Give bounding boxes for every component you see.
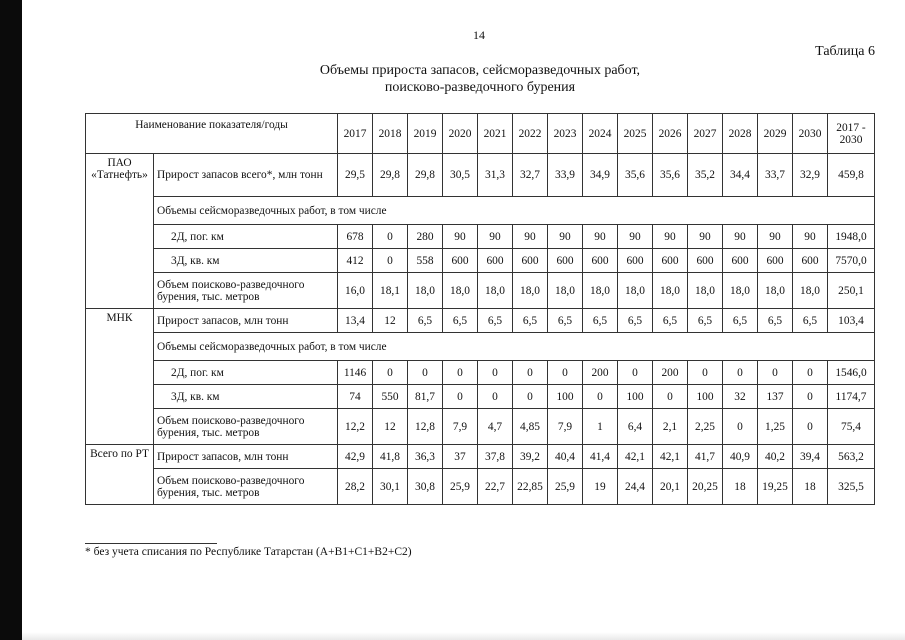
value-cell: 550 bbox=[373, 385, 408, 409]
value-cell: 18,0 bbox=[688, 273, 723, 309]
value-cell: 0 bbox=[373, 249, 408, 273]
value-cell: 600 bbox=[758, 249, 793, 273]
value-cell: 6,5 bbox=[583, 309, 618, 333]
table-row bbox=[86, 361, 875, 385]
year-header: 2020 bbox=[443, 114, 478, 154]
value-cell: 200 bbox=[583, 361, 618, 385]
year-header: 2030 bbox=[793, 114, 828, 154]
value-cell: 18,0 bbox=[793, 273, 828, 309]
value-cell: 1 bbox=[583, 409, 618, 445]
value-cell: 0 bbox=[653, 385, 688, 409]
value-cell: 19,25 bbox=[758, 469, 793, 505]
value-cell: 36,3 bbox=[408, 445, 443, 469]
value-cell: 42,9 bbox=[338, 445, 373, 469]
year-header: 2023 bbox=[548, 114, 583, 154]
title-line-1: Объемы прироста запасов, сейсморазведочных работ, bbox=[319, 63, 641, 78]
value-cell: 6,4 bbox=[618, 409, 653, 445]
value-cell: 12,2 bbox=[338, 409, 373, 445]
value-cell: 22,85 bbox=[513, 469, 548, 505]
value-cell: 42,1 bbox=[618, 445, 653, 469]
table-row bbox=[86, 409, 875, 445]
year-header: 2025 bbox=[618, 114, 653, 154]
value-cell: 40,2 bbox=[758, 445, 793, 469]
value-cell: 37,8 bbox=[478, 445, 513, 469]
value-cell: 30,1 bbox=[373, 469, 408, 505]
total-header: 2017 - 2030 bbox=[828, 114, 875, 154]
year-header: 2019 bbox=[408, 114, 443, 154]
value-cell: 6,5 bbox=[758, 309, 793, 333]
row-label: Объем поисково-разведочного бурения, тыс. метров bbox=[154, 469, 338, 505]
value-cell: 100 bbox=[688, 385, 723, 409]
value-cell: 0 bbox=[373, 361, 408, 385]
total-cell: 459,8 bbox=[828, 154, 875, 197]
value-cell: 0 bbox=[373, 225, 408, 249]
value-cell: 90 bbox=[513, 225, 548, 249]
row-label: Прирост запасов всего*, млн тонн bbox=[154, 154, 338, 197]
page-number: 14 bbox=[473, 28, 485, 42]
value-cell: 30,8 bbox=[408, 469, 443, 505]
value-cell: 600 bbox=[723, 249, 758, 273]
year-header: 2029 bbox=[758, 114, 793, 154]
value-cell: 25,9 bbox=[443, 469, 478, 505]
value-cell: 41,4 bbox=[583, 445, 618, 469]
value-cell: 6,5 bbox=[653, 309, 688, 333]
value-cell: 18,0 bbox=[443, 273, 478, 309]
value-cell: 0 bbox=[793, 409, 828, 445]
row-label: Объем поисково-разведочного бурения, тыс. метров bbox=[154, 273, 338, 309]
value-cell: 0 bbox=[478, 385, 513, 409]
value-cell: 30,5 bbox=[443, 154, 478, 197]
value-cell: 32,9 bbox=[793, 154, 828, 197]
value-cell: 40,4 bbox=[548, 445, 583, 469]
value-cell: 29,8 bbox=[373, 154, 408, 197]
value-cell: 12 bbox=[373, 309, 408, 333]
row-label: 2Д, пог. км bbox=[154, 361, 338, 385]
total-cell: 325,5 bbox=[828, 469, 875, 505]
value-cell: 90 bbox=[793, 225, 828, 249]
value-cell: 6,5 bbox=[513, 309, 548, 333]
table-row bbox=[86, 249, 875, 273]
value-cell: 1146 bbox=[338, 361, 373, 385]
value-cell: 6,5 bbox=[548, 309, 583, 333]
table-label: Таблица 6 bbox=[815, 44, 875, 59]
value-cell: 0 bbox=[793, 361, 828, 385]
value-cell: 600 bbox=[478, 249, 513, 273]
value-cell: 20,1 bbox=[653, 469, 688, 505]
year-header: 2017 bbox=[338, 114, 373, 154]
value-cell: 600 bbox=[548, 249, 583, 273]
value-cell: 34,4 bbox=[723, 154, 758, 197]
value-cell: 558 bbox=[408, 249, 443, 273]
value-cell: 4,7 bbox=[478, 409, 513, 445]
value-cell: 35,6 bbox=[653, 154, 688, 197]
value-cell: 35,2 bbox=[688, 154, 723, 197]
row-label: 2Д, пог. км bbox=[154, 225, 338, 249]
value-cell: 600 bbox=[688, 249, 723, 273]
value-cell: 600 bbox=[653, 249, 688, 273]
value-cell: 19 bbox=[583, 469, 618, 505]
value-cell: 18,0 bbox=[583, 273, 618, 309]
value-cell: 600 bbox=[793, 249, 828, 273]
year-header: 2018 bbox=[373, 114, 408, 154]
value-cell: 0 bbox=[793, 385, 828, 409]
value-cell: 6,5 bbox=[688, 309, 723, 333]
value-cell: 600 bbox=[443, 249, 478, 273]
value-cell: 41,7 bbox=[688, 445, 723, 469]
row-label: Прирост запасов, млн тонн bbox=[154, 309, 338, 333]
entity-cell: МНК bbox=[86, 309, 154, 445]
value-cell: 20,25 bbox=[688, 469, 723, 505]
row-label: Объем поисково-разведочного бурения, тыс. метров bbox=[154, 409, 338, 445]
table-header-row bbox=[86, 114, 875, 154]
year-header: 2022 bbox=[513, 114, 548, 154]
title-line-2: поисково-разведочного бурения bbox=[384, 80, 576, 95]
section-subheading-row bbox=[86, 333, 875, 361]
value-cell: 42,1 bbox=[653, 445, 688, 469]
total-cell: 1546,0 bbox=[828, 361, 875, 385]
table-row bbox=[86, 154, 875, 197]
year-header: 2027 bbox=[688, 114, 723, 154]
value-cell: 2,1 bbox=[653, 409, 688, 445]
total-cell: 1174,7 bbox=[828, 385, 875, 409]
value-cell: 4,85 bbox=[513, 409, 548, 445]
value-cell: 40,9 bbox=[723, 445, 758, 469]
header-label: Наименование показателя/годы bbox=[86, 114, 338, 154]
value-cell: 22,7 bbox=[478, 469, 513, 505]
value-cell: 18,0 bbox=[758, 273, 793, 309]
table-row bbox=[86, 385, 875, 409]
value-cell: 0 bbox=[618, 361, 653, 385]
value-cell: 90 bbox=[618, 225, 653, 249]
value-cell: 0 bbox=[723, 409, 758, 445]
value-cell: 18,0 bbox=[723, 273, 758, 309]
value-cell: 0 bbox=[408, 361, 443, 385]
value-cell: 678 bbox=[338, 225, 373, 249]
value-cell: 0 bbox=[583, 385, 618, 409]
value-cell: 25,9 bbox=[548, 469, 583, 505]
footnote-rule bbox=[85, 543, 217, 544]
value-cell: 0 bbox=[548, 361, 583, 385]
value-cell: 0 bbox=[513, 361, 548, 385]
value-cell: 18,0 bbox=[408, 273, 443, 309]
table-row bbox=[86, 225, 875, 249]
value-cell: 32,7 bbox=[513, 154, 548, 197]
scan-edge bbox=[22, 632, 905, 640]
value-cell: 90 bbox=[443, 225, 478, 249]
value-cell: 6,5 bbox=[478, 309, 513, 333]
value-cell: 39,4 bbox=[793, 445, 828, 469]
value-cell: 0 bbox=[758, 361, 793, 385]
value-cell: 13,4 bbox=[338, 309, 373, 333]
value-cell: 412 bbox=[338, 249, 373, 273]
value-cell: 0 bbox=[443, 361, 478, 385]
value-cell: 90 bbox=[723, 225, 758, 249]
total-cell: 563,2 bbox=[828, 445, 875, 469]
total-cell: 250,1 bbox=[828, 273, 875, 309]
value-cell: 0 bbox=[513, 385, 548, 409]
value-cell: 100 bbox=[548, 385, 583, 409]
value-cell: 16,0 bbox=[338, 273, 373, 309]
value-cell: 28,2 bbox=[338, 469, 373, 505]
value-cell: 7,9 bbox=[548, 409, 583, 445]
value-cell: 18,0 bbox=[653, 273, 688, 309]
value-cell: 35,6 bbox=[618, 154, 653, 197]
row-label: 3Д, кв. км bbox=[154, 249, 338, 273]
value-cell: 0 bbox=[478, 361, 513, 385]
value-cell: 18,0 bbox=[478, 273, 513, 309]
value-cell: 600 bbox=[618, 249, 653, 273]
value-cell: 34,9 bbox=[583, 154, 618, 197]
value-cell: 600 bbox=[513, 249, 548, 273]
value-cell: 12,8 bbox=[408, 409, 443, 445]
value-cell: 18 bbox=[793, 469, 828, 505]
total-cell: 103,4 bbox=[828, 309, 875, 333]
value-cell: 24,4 bbox=[618, 469, 653, 505]
value-cell: 18,0 bbox=[513, 273, 548, 309]
value-cell: 39,2 bbox=[513, 445, 548, 469]
value-cell: 1,25 bbox=[758, 409, 793, 445]
row-label: Объемы сейсморазведочных работ, в том числе bbox=[154, 333, 875, 361]
value-cell: 29,8 bbox=[408, 154, 443, 197]
value-cell: 100 bbox=[618, 385, 653, 409]
section-subheading-row bbox=[86, 197, 875, 225]
total-cell: 1948,0 bbox=[828, 225, 875, 249]
value-cell: 280 bbox=[408, 225, 443, 249]
table-row bbox=[86, 469, 875, 505]
value-cell: 6,5 bbox=[408, 309, 443, 333]
value-cell: 0 bbox=[443, 385, 478, 409]
value-cell: 32 bbox=[723, 385, 758, 409]
row-label: Прирост запасов, млн тонн bbox=[154, 445, 338, 469]
value-cell: 90 bbox=[583, 225, 618, 249]
table-row bbox=[86, 309, 875, 333]
year-header: 2026 bbox=[653, 114, 688, 154]
total-cell: 7570,0 bbox=[828, 249, 875, 273]
value-cell: 18 bbox=[723, 469, 758, 505]
value-cell: 74 bbox=[338, 385, 373, 409]
value-cell: 600 bbox=[583, 249, 618, 273]
value-cell: 6,5 bbox=[618, 309, 653, 333]
value-cell: 81,7 bbox=[408, 385, 443, 409]
value-cell: 6,5 bbox=[443, 309, 478, 333]
table-row bbox=[86, 273, 875, 309]
footnote: * без учета списания по Республике Татарстан (А+В1+С1+В2+С2) bbox=[85, 546, 412, 558]
value-cell: 31,3 bbox=[478, 154, 513, 197]
value-cell: 2,25 bbox=[688, 409, 723, 445]
value-cell: 18,0 bbox=[548, 273, 583, 309]
value-cell: 90 bbox=[688, 225, 723, 249]
total-cell: 75,4 bbox=[828, 409, 875, 445]
value-cell: 6,5 bbox=[793, 309, 828, 333]
value-cell: 37 bbox=[443, 445, 478, 469]
value-cell: 6,5 bbox=[723, 309, 758, 333]
value-cell: 90 bbox=[758, 225, 793, 249]
year-header: 2021 bbox=[478, 114, 513, 154]
row-label: Объемы сейсморазведочных работ, в том числе bbox=[154, 197, 875, 225]
value-cell: 41,8 bbox=[373, 445, 408, 469]
value-cell: 0 bbox=[723, 361, 758, 385]
entity-cell: ПАО «Татнефть» bbox=[86, 154, 154, 309]
value-cell: 200 bbox=[653, 361, 688, 385]
value-cell: 7,9 bbox=[443, 409, 478, 445]
entity-cell: Всего по РТ bbox=[86, 445, 154, 505]
row-label: 3Д, кв. км bbox=[154, 385, 338, 409]
value-cell: 29,5 bbox=[338, 154, 373, 197]
reserves-table bbox=[85, 113, 875, 505]
value-cell: 90 bbox=[548, 225, 583, 249]
value-cell: 33,9 bbox=[548, 154, 583, 197]
value-cell: 0 bbox=[688, 361, 723, 385]
value-cell: 137 bbox=[758, 385, 793, 409]
value-cell: 12 bbox=[373, 409, 408, 445]
document-title bbox=[220, 62, 740, 96]
value-cell: 18,0 bbox=[618, 273, 653, 309]
value-cell: 90 bbox=[478, 225, 513, 249]
value-cell: 90 bbox=[653, 225, 688, 249]
table-row bbox=[86, 445, 875, 469]
scan-border bbox=[0, 0, 22, 640]
value-cell: 33,7 bbox=[758, 154, 793, 197]
year-header: 2028 bbox=[723, 114, 758, 154]
value-cell: 18,1 bbox=[373, 273, 408, 309]
year-header: 2024 bbox=[583, 114, 618, 154]
